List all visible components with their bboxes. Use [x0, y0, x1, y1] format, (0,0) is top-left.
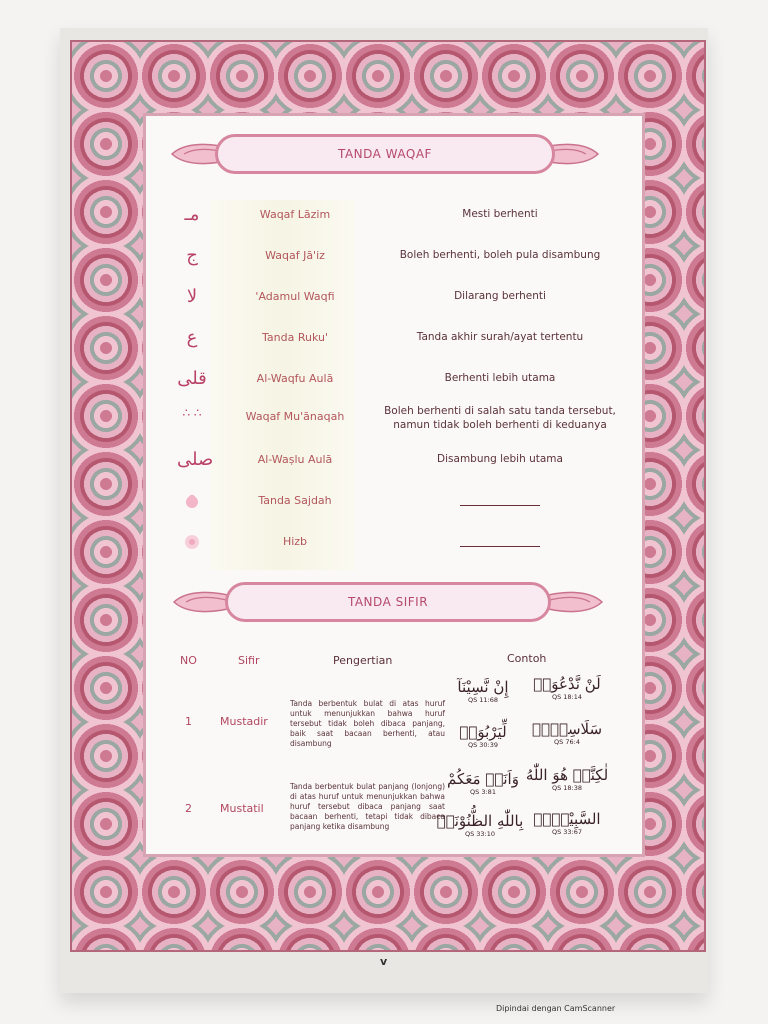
waqaf-name: Waqaf Lāzim: [259, 208, 331, 221]
example-ref: QS 18:38: [551, 784, 583, 792]
example-arabic: السَّبِيْلَا۠: [533, 810, 601, 828]
sifir-no: 2: [185, 802, 192, 815]
sajdah-mark-icon: [177, 490, 207, 516]
waqaf-row: [165, 400, 625, 440]
sifir-no: 1: [185, 715, 192, 728]
waqaf-banner: [170, 134, 600, 174]
header-sifir: Sifir: [238, 654, 260, 667]
waqaf-row: [165, 484, 625, 524]
waqaf-name: Waqaf Jā'iz: [265, 249, 325, 262]
waqaf-row: [165, 239, 625, 279]
waqaf-lazim-symbol: مـ: [184, 204, 200, 225]
sifir-banner: [172, 582, 604, 622]
waqaf-row: [165, 198, 625, 238]
waqfu-aula-symbol: قلى: [177, 368, 207, 389]
example: [438, 678, 528, 704]
example-ref: QS 30:39: [467, 741, 499, 749]
waqaf-row: [165, 280, 625, 320]
waqaf-meaning-blank: [365, 496, 635, 510]
adamul-waqfi-symbol: لا: [186, 286, 198, 307]
waqaf-meaning: Boleh berhenti di salah satu tanda tersebut, namun tidak boleh berhenti di keduanya: [384, 405, 616, 431]
example: [438, 770, 528, 796]
example-ref: QS 3:81: [470, 788, 496, 796]
waqaf-meaning: Dilarang berhenti: [454, 290, 546, 302]
scanner-watermark: Dipindai dengan CamScanner: [496, 1004, 616, 1013]
example: [522, 810, 612, 836]
example-arabic: لٰكِنَّا۠ هُوَ اللّٰهُ: [525, 766, 609, 784]
waqaf-title: TANDA WAQAF: [215, 134, 555, 174]
sifir-name: Mustatil: [220, 802, 264, 815]
waqaf-meaning: Boleh berhenti, boleh pula disambung: [399, 249, 601, 261]
sifir-name: Mustadir: [220, 715, 268, 728]
header-pengertian: Pengertian: [333, 654, 393, 667]
waqaf-name: Hizb: [282, 535, 308, 548]
page-number: v: [380, 955, 388, 968]
hizb-mark-icon: [177, 531, 207, 557]
example: [430, 812, 530, 838]
sifir-title: TANDA SIFIR: [225, 582, 551, 622]
waqaf-name: Waqaf Mu'ānaqah: [245, 410, 345, 423]
waqaf-name: 'Adamul Waqfi: [255, 290, 335, 303]
example-arabic: لِّيَرْبُوَا۟: [459, 723, 507, 741]
example-arabic: لَنْ نَّدْعُوَا۟: [533, 675, 601, 693]
ruku-symbol: ع: [186, 327, 198, 348]
waqaf-row: [165, 362, 625, 402]
waqaf-row: [165, 321, 625, 361]
sifir-description: Tanda berbentuk bulat di atas huruf untuk menunjukkan bahwa huruf tersebut tidak boleh dibaca panjang, baik saat bacaan berhenti, atau disambung: [290, 699, 445, 748]
waqaf-meaning: Mesti berhenti: [462, 208, 538, 220]
example: [522, 766, 612, 792]
waqaf-name: Al-Waṣlu Aulā: [257, 453, 333, 466]
waqaf-meaning: Berhenti lebih utama: [444, 372, 556, 384]
example-arabic: سَلَاسِلَا۟: [531, 720, 603, 738]
example-arabic: بِاللّٰهِ الظُّنُوْنَا۠: [436, 812, 524, 830]
example-arabic: وَاَنَا۠ مَعَكُمْ: [447, 770, 519, 788]
example: [438, 723, 528, 749]
waqaf-row: [165, 443, 625, 483]
example-arabic: إِنْ نَّسِيْنَآ: [457, 678, 509, 696]
waqaf-row: [165, 525, 625, 565]
example-ref: QS 11:68: [467, 696, 499, 704]
example: [522, 720, 612, 746]
waqaf-meaning: Disambung lebih utama: [437, 453, 563, 465]
example-ref: QS 33:10: [464, 830, 496, 838]
waqaf-name: Tanda Ruku': [262, 331, 328, 344]
example-ref: QS 33:67: [551, 828, 583, 836]
waqaf-name: Al-Waqfu Aulā: [256, 372, 334, 385]
example-ref: QS 76:4: [554, 738, 580, 746]
waqaf-meaning: Tanda akhir surah/ayat tertentu: [416, 331, 584, 343]
waqaf-jaiz-symbol: ج: [186, 245, 198, 266]
waqaf-name: Tanda Sajdah: [258, 494, 332, 507]
example-ref: QS 18:14: [551, 693, 583, 701]
waqaf-meaning-blank: [365, 537, 635, 551]
header-contoh: Contoh: [507, 652, 547, 665]
example: [522, 675, 612, 701]
muanaqah-symbol: ∴ ∴: [182, 406, 202, 420]
sifir-description: Tanda berbentuk bulat panjang (lonjong) di atas huruf untuk menunjukkan bahwa huruf tersebut dibaca panjang saat bacaan berhenti, tetapi tidak dibaca panjang ketika disambung: [290, 782, 445, 831]
header-no: NO: [180, 654, 197, 667]
waslu-aula-symbol: صلى: [177, 449, 214, 470]
